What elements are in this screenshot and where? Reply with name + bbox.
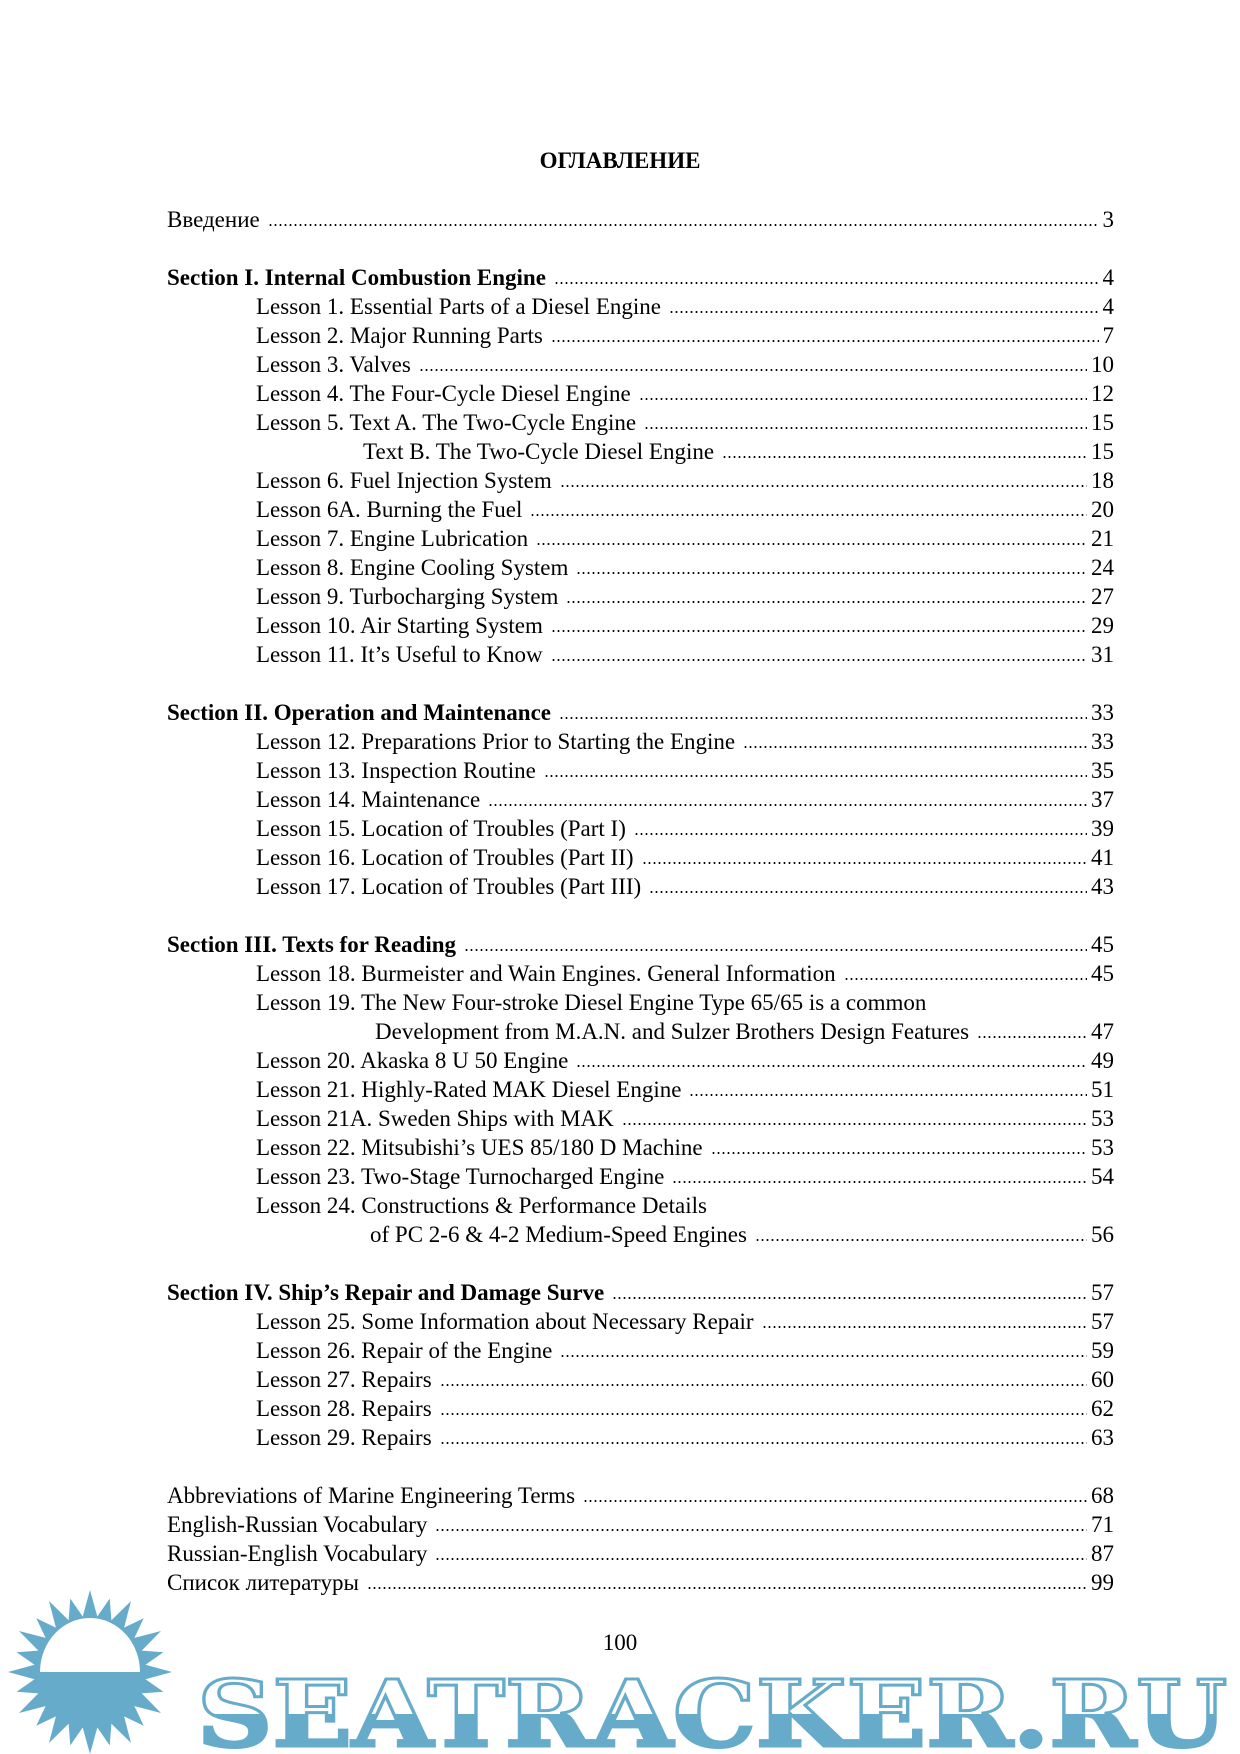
- dot-leader: [551, 629, 1087, 633]
- dot-leader: [440, 1383, 1087, 1387]
- dot-leader: [689, 1093, 1087, 1097]
- toc-entry: [167, 1191, 1114, 1220]
- dot-leader: [583, 1499, 1087, 1503]
- toc-entry-page: 31: [1091, 642, 1114, 667]
- spacer: [167, 669, 1114, 698]
- toc-entry: [167, 1278, 1114, 1307]
- toc-entry-page: 68: [1091, 1483, 1114, 1508]
- dot-leader: [560, 1354, 1087, 1358]
- dot-leader: [419, 368, 1087, 372]
- toc-entry-page: 56: [1091, 1222, 1114, 1247]
- toc-entry: [167, 1539, 1114, 1568]
- toc-entry-title: Russian-English Vocabulary: [167, 1541, 428, 1566]
- toc-entry-page: 45: [1091, 932, 1114, 957]
- toc-entry-page: 10: [1091, 352, 1114, 377]
- dot-leader: [722, 455, 1087, 459]
- dot-leader: [639, 397, 1087, 401]
- toc-entry-page: 47: [1091, 1019, 1114, 1044]
- dot-leader: [464, 948, 1087, 952]
- toc-entry-title: Lesson 22. Mitsubishi’s UES 85/180 D Machine: [256, 1135, 703, 1160]
- toc-entry-page: 21: [1091, 526, 1114, 551]
- toc-entry-page: 57: [1091, 1280, 1114, 1305]
- page-title: ОГЛАВЛЕНИЕ: [539, 148, 701, 173]
- spacer: [167, 234, 1114, 263]
- toc-entry-title: Development from M.A.N. and Sulzer Brothers Design Features: [375, 1019, 970, 1044]
- svg-text:SEATRACKER.RU: SEATRACKER.RU: [197, 1660, 1227, 1754]
- toc-entry-title: Lesson 27. Repairs: [256, 1367, 432, 1392]
- toc-entry: [167, 872, 1114, 901]
- dot-leader: [544, 774, 1087, 778]
- toc-entry-page: 33: [1091, 729, 1114, 754]
- toc-entry-page: 99: [1091, 1570, 1114, 1595]
- toc-entry-page: 53: [1091, 1106, 1114, 1131]
- toc-entry-title: Lesson 20. Akaska 8 U 50 Engine: [256, 1048, 569, 1073]
- dot-leader: [536, 542, 1087, 546]
- toc-entry-title: Lesson 16. Location of Troubles (Part II): [256, 845, 634, 870]
- dot-leader: [559, 716, 1087, 720]
- dot-leader: [612, 1296, 1087, 1300]
- toc-entry-page: 18: [1091, 468, 1114, 493]
- toc-entry-title: Lesson 17. Location of Troubles (Part III): [256, 874, 642, 899]
- dot-leader: [743, 745, 1087, 749]
- toc-entry-title: Lesson 13. Inspection Routine: [256, 758, 536, 783]
- toc-entry: [167, 263, 1114, 292]
- toc-entry-page: 62: [1091, 1396, 1114, 1421]
- toc-entry-title: Lesson 2. Major Running Parts: [256, 323, 543, 348]
- dot-leader: [440, 1441, 1087, 1445]
- toc-entry: [167, 1365, 1114, 1394]
- toc-entry-page: 15: [1091, 439, 1114, 464]
- toc-entry-title: Lesson 6A. Burning the Fuel: [256, 497, 523, 522]
- toc-entry: [167, 1046, 1114, 1075]
- toc-entry-title: Lesson 9. Turbocharging System: [256, 584, 559, 609]
- dot-leader: [530, 513, 1087, 517]
- dot-leader: [762, 1325, 1087, 1329]
- toc-entry: [167, 524, 1114, 553]
- toc-entry-page: 4: [1102, 294, 1114, 319]
- toc-entry-page: 54: [1091, 1164, 1114, 1189]
- toc-entry-page: 57: [1091, 1309, 1114, 1334]
- dot-leader: [435, 1528, 1087, 1532]
- dot-leader: [560, 484, 1087, 488]
- dot-leader: [566, 600, 1087, 604]
- toc-entry-title: Section III. Texts for Reading: [167, 932, 457, 957]
- toc-entry: [167, 1481, 1114, 1510]
- toc-entry-page: 51: [1091, 1077, 1114, 1102]
- toc-entry: [167, 1394, 1114, 1423]
- toc-entry-title: Lesson 10. Air Starting System: [256, 613, 543, 638]
- toc-entry: [167, 727, 1114, 756]
- toc-entry: [167, 321, 1114, 350]
- dot-leader: [649, 890, 1087, 894]
- toc-entry: [167, 611, 1114, 640]
- toc-entry-page: 59: [1091, 1338, 1114, 1363]
- toc-entry-page: 45: [1091, 961, 1114, 986]
- toc-entry-title: Lesson 28. Repairs: [256, 1396, 432, 1421]
- dot-leader: [551, 658, 1087, 662]
- toc-entry-title: of PC 2-6 & 4-2 Medium-Speed Engines: [370, 1222, 747, 1247]
- toc-entry-title: Lesson 8. Engine Cooling System: [256, 555, 569, 580]
- toc-entry-title: Lesson 24. Constructions & Performance Details: [256, 1193, 707, 1218]
- toc-entry: [167, 1104, 1114, 1133]
- toc-entry: [167, 756, 1114, 785]
- toc-entry: [167, 437, 1114, 466]
- toc-entry-title: Lesson 11. It’s Useful to Know: [256, 642, 543, 667]
- dot-leader: [576, 1064, 1087, 1068]
- toc-entry-page: 71: [1091, 1512, 1114, 1537]
- toc-entry-title: Lesson 15. Location of Troubles (Part I): [256, 816, 626, 841]
- dot-leader: [488, 803, 1087, 807]
- toc-entry-page: 41: [1091, 845, 1114, 870]
- toc-entry-title: Text B. The Two-Cycle Diesel Engine: [363, 439, 715, 464]
- toc-entry-title: Lesson 21A. Sweden Ships with MAK: [256, 1106, 614, 1131]
- dot-leader: [634, 832, 1087, 836]
- toc-entry: [167, 292, 1114, 321]
- toc-entry-title: Lesson 4. The Four-Cycle Diesel Engine: [256, 381, 631, 406]
- spacer: [167, 1249, 1114, 1278]
- toc-entry-page: 53: [1091, 1135, 1114, 1160]
- toc-entry-page: 24: [1091, 555, 1114, 580]
- dot-leader: [711, 1151, 1087, 1155]
- toc-entry-page: 37: [1091, 787, 1114, 812]
- dot-leader: [551, 339, 1099, 343]
- toc-entry: [167, 466, 1114, 495]
- toc-entry: [167, 205, 1114, 234]
- toc-entry: [167, 1220, 1114, 1249]
- toc-entry: [167, 1133, 1114, 1162]
- toc-entry: [167, 1075, 1114, 1104]
- toc-entry-title: Lesson 21. Highly-Rated MAK Diesel Engine: [256, 1077, 682, 1102]
- toc-entry-title: Введение: [167, 207, 260, 232]
- toc-entry-title: Lesson 5. Text A. The Two-Cycle Engine: [256, 410, 637, 435]
- toc-entry-title: Lesson 14. Maintenance: [256, 787, 481, 812]
- toc-entry: [167, 582, 1114, 611]
- toc-entry: [167, 1307, 1114, 1336]
- toc-entry-page: 7: [1102, 323, 1114, 348]
- toc-entry: [167, 1162, 1114, 1191]
- dot-leader: [644, 426, 1087, 430]
- dot-leader: [977, 1035, 1087, 1039]
- toc-entry: [167, 814, 1114, 843]
- toc-entry-page: 39: [1091, 816, 1114, 841]
- toc-entry-page: 27: [1091, 584, 1114, 609]
- seatracker-watermark: [0, 1580, 1240, 1754]
- toc-entry-page: 63: [1091, 1425, 1114, 1450]
- toc-entry-page: 15: [1091, 410, 1114, 435]
- toc-entry-title: Lesson 25. Some Information about Necessary Repair: [256, 1309, 754, 1334]
- toc-entry-title: Section II. Operation and Maintenance: [167, 700, 551, 725]
- dot-leader: [642, 861, 1087, 865]
- dot-leader: [554, 281, 1099, 285]
- toc-entry-title: Lesson 26. Repair of the Engine: [256, 1338, 553, 1363]
- dot-leader: [576, 571, 1087, 575]
- page-number: 100: [602, 1630, 638, 1655]
- toc-entry-title: Lesson 6. Fuel Injection System: [256, 468, 552, 493]
- dot-leader: [669, 310, 1099, 314]
- dot-leader: [622, 1122, 1087, 1126]
- sun-logo-icon: [8, 1590, 172, 1754]
- toc-entry-title: Список литературы: [167, 1570, 359, 1595]
- toc-entry-title: Lesson 12. Preparations Prior to Starting the Engine: [256, 729, 736, 754]
- toc-entry: [167, 553, 1114, 582]
- toc-entry: [167, 930, 1114, 959]
- toc-entry-title: Section IV. Ship’s Repair and Damage Surve: [167, 1280, 605, 1305]
- toc-entry-page: 12: [1091, 381, 1114, 406]
- toc-entry-page: 87: [1091, 1541, 1114, 1566]
- toc-entry: [167, 1423, 1114, 1452]
- toc-entry-title: Abbreviations of Marine Engineering Terms: [167, 1483, 576, 1508]
- toc-entry-page: 35: [1091, 758, 1114, 783]
- toc-entry: [167, 698, 1114, 727]
- dot-leader: [672, 1180, 1087, 1184]
- dot-leader: [844, 977, 1087, 981]
- dot-leader: [440, 1412, 1087, 1416]
- toc-entry: [167, 1336, 1114, 1365]
- toc-entry-title: Lesson 19. The New Four-stroke Diesel Engine Type 65/65 is a common: [256, 990, 927, 1015]
- dot-leader: [435, 1557, 1087, 1561]
- toc-entry: [167, 379, 1114, 408]
- toc-entry-title: Lesson 3. Valves: [256, 352, 411, 377]
- dot-leader: [755, 1238, 1087, 1242]
- toc-entry-page: 33: [1091, 700, 1114, 725]
- table-of-contents: [167, 205, 1114, 1597]
- toc-entry-title: Lesson 1. Essential Parts of a Diesel Engine: [256, 294, 661, 319]
- toc-entry-title: Section I. Internal Combustion Engine: [167, 265, 546, 290]
- toc-entry-page: 20: [1091, 497, 1114, 522]
- toc-entry-title: Lesson 18. Burmeister and Wain Engines. General Information: [256, 961, 836, 986]
- toc-entry-title: English-Russian Vocabulary: [167, 1512, 428, 1537]
- toc-entry: [167, 640, 1114, 669]
- toc-entry: [167, 988, 1114, 1017]
- toc-entry-page: 29: [1091, 613, 1114, 638]
- toc-entry-page: 3: [1102, 207, 1114, 232]
- toc-entry: [167, 785, 1114, 814]
- toc-entry-page: 49: [1091, 1048, 1114, 1073]
- toc-entry-page: 4: [1102, 265, 1114, 290]
- toc-entry: [167, 495, 1114, 524]
- toc-entry-title: Lesson 7. Engine Lubrication: [256, 526, 529, 551]
- toc-entry-page: 43: [1091, 874, 1114, 899]
- toc-entry-page: 60: [1091, 1367, 1114, 1392]
- toc-entry: [167, 350, 1114, 379]
- toc-entry-title: Lesson 29. Repairs: [256, 1425, 432, 1450]
- dot-leader: [268, 223, 1099, 227]
- toc-entry: [167, 1017, 1114, 1046]
- spacer: [167, 1452, 1114, 1481]
- toc-entry: [167, 408, 1114, 437]
- toc-entry: [167, 1510, 1114, 1539]
- spacer: [167, 901, 1114, 930]
- toc-entry: [167, 959, 1114, 988]
- toc-entry: [167, 843, 1114, 872]
- toc-entry-title: Lesson 23. Two-Stage Turnocharged Engine: [256, 1164, 665, 1189]
